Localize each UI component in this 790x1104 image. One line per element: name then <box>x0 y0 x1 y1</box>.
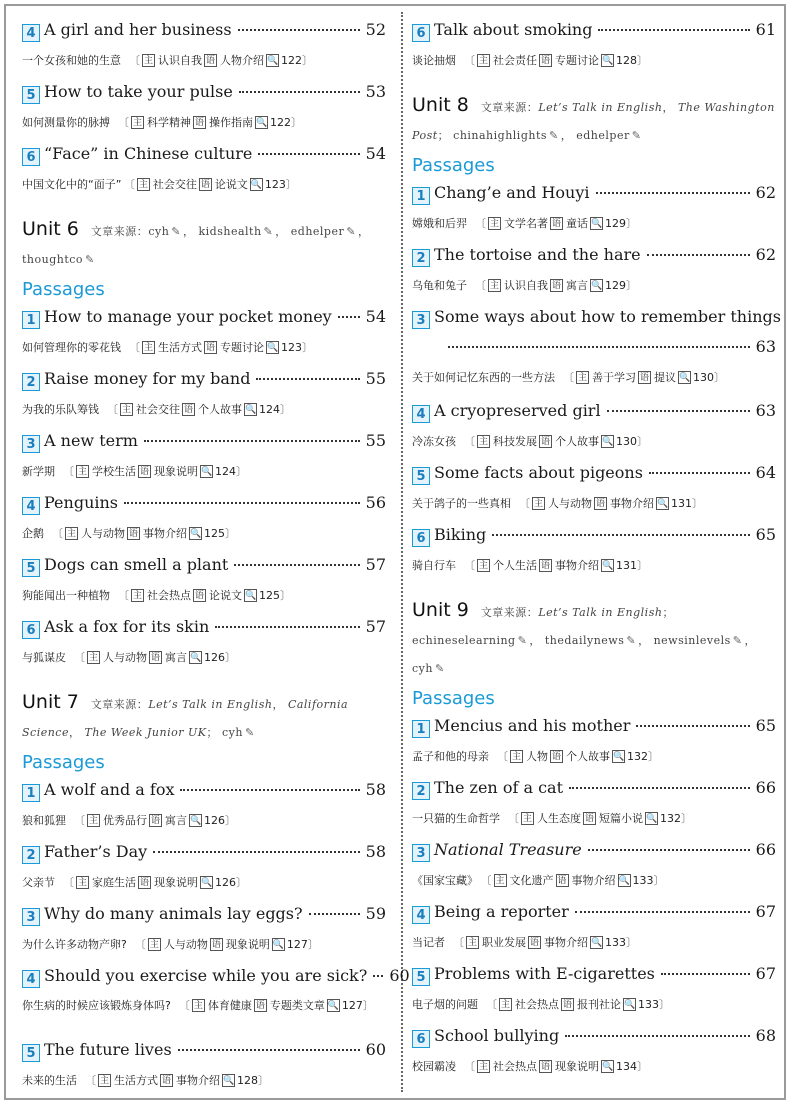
genre-tag: 语 <box>562 999 572 1010</box>
magnifier-icon: 🔍 <box>190 652 202 663</box>
entry-meta: 乌龟和兔子 〔 主 认识自我 语 寓言 🔍 129〕 <box>412 279 637 292</box>
page-number: 60 <box>365 1040 386 1059</box>
leader-dots <box>178 1049 360 1051</box>
hand-icon: ✎ <box>549 129 559 142</box>
entry-meta: 孟子和他的母亲 〔 主 人物 语 个人故事 🔍 132〕 <box>412 750 659 763</box>
unit-7-entries <box>22 780 410 1102</box>
entry-number: 4 <box>412 405 430 423</box>
entry-number: 6 <box>412 529 430 547</box>
entry-meta: 关于鸽子的一些真相 〔 主 人与动物 语 事物介绍 🔍 131〕 <box>412 497 703 510</box>
unit-8-entries <box>412 183 781 587</box>
entry-meta: 父亲节 〔 主 家庭生活 语 现象说明 🔍 126〕 <box>22 876 247 889</box>
entry-meta: 为什么许多动物产卵? 〔 主 人与动物 语 现象说明 🔍 127〕 <box>22 938 319 951</box>
entry-title: A girl and her business <box>44 20 232 39</box>
page-number: 52 <box>365 20 386 39</box>
page-number: 67 <box>755 902 776 921</box>
entry-title: A wolf and a fox <box>44 780 175 799</box>
entry-number: 5 <box>22 559 40 577</box>
unit-title: Unit 8 <box>412 94 469 116</box>
entry-title: Ask a fox for its skin <box>44 617 210 636</box>
leader-dots <box>256 378 359 380</box>
entry-title: Why do many animals lay eggs? <box>44 904 303 923</box>
toc-entry[interactable] <box>412 902 776 964</box>
topic-tag: 主 <box>489 280 499 291</box>
entry-number: 5 <box>412 968 430 986</box>
entry-title: A new term <box>44 431 138 450</box>
toc-entry[interactable] <box>22 369 386 431</box>
passages-heading: Passages <box>22 279 105 300</box>
genre-tag: 语 <box>639 372 649 383</box>
leader-dots <box>649 472 750 474</box>
magnifier-icon: 🔍 <box>223 1075 235 1086</box>
page-number: 62 <box>755 183 776 202</box>
entry-number: 1 <box>22 784 40 802</box>
toc-entry[interactable] <box>412 245 776 307</box>
unit-sources: 文章来源：Let’s Talk in English； echineselearning ✎ ， thedailynews ✎ ， newsinlevels ✎ ， cyh ✎ <box>412 606 756 675</box>
entry-number: 6 <box>22 148 40 166</box>
topic-tag: 主 <box>193 1000 203 1011</box>
entry-title: Penguins <box>44 493 118 512</box>
entry-number: 2 <box>412 249 430 267</box>
topic-tag: 主 <box>132 117 142 128</box>
magnifier-icon: 🔍 <box>646 813 658 824</box>
toc-entry[interactable] <box>412 307 781 401</box>
toc-entry[interactable] <box>22 1040 386 1102</box>
magnifier-icon: 🔍 <box>618 875 630 886</box>
entry-meta: 冷冻女孩 〔 主 科技发展 语 个人故事 🔍 130〕 <box>412 435 648 448</box>
unit-6-entries <box>22 307 386 679</box>
column-divider <box>401 12 403 1092</box>
leader-dots <box>596 192 750 194</box>
entry-number: 2 <box>22 846 40 864</box>
entry-number: 5 <box>412 467 430 485</box>
entry-number: 6 <box>412 1030 430 1048</box>
entry-meta: 狼和狐狸 〔 主 优秀品行 语 寓言 🔍 126〕 <box>22 814 236 827</box>
toc-entry[interactable] <box>412 20 776 82</box>
topic-tag: 主 <box>77 877 87 888</box>
entry-meta: 谈论抽烟 〔 主 社会责任 语 专题讨论 🔍 128〕 <box>412 54 648 67</box>
topic-tag: 主 <box>478 560 488 571</box>
entry-number: 2 <box>412 782 430 800</box>
genre-tag: 语 <box>194 117 204 128</box>
page-number: 65 <box>755 525 776 544</box>
genre-tag: 语 <box>540 55 550 66</box>
topic-tag: 主 <box>138 179 148 190</box>
entry-title: The tortoise and the hare <box>434 245 641 264</box>
topic-tag: 主 <box>489 218 499 229</box>
toc-entry[interactable] <box>22 493 386 555</box>
page-number: 63 <box>755 337 776 356</box>
toc-entry[interactable] <box>22 82 386 144</box>
page-number: 66 <box>755 840 776 859</box>
page-number: 59 <box>365 904 386 923</box>
toc-entry[interactable] <box>22 617 386 679</box>
entry-title: Should you exercise while you are sick? <box>44 966 368 985</box>
magnifier-icon: 🔍 <box>591 937 603 948</box>
entry-meta: 关于如何记忆东西的一些方法 〔 主 善于学习 语 提议 🔍 130〕 <box>412 371 725 384</box>
page-number: 63 <box>755 401 776 420</box>
leader-dots <box>238 29 360 31</box>
entry-meta: 如何管理你的零花钱 〔 主 生活方式 语 专题讨论 🔍 123〕 <box>22 341 313 354</box>
genre-tag: 语 <box>194 590 204 601</box>
entry-meta: 未来的生活 〔 主 生活方式 语 事物介绍 🔍 128〕 <box>22 1074 269 1087</box>
magnifier-icon: 🔍 <box>201 877 213 888</box>
entry-title: Talk about smoking <box>434 20 593 39</box>
page-number: 58 <box>365 842 386 861</box>
entry-meta: 如何测量你的脉搏 〔 主 科学精神 语 操作指南 🔍 122〕 <box>22 116 302 129</box>
entry-meta: 一个女孩和她的生意 〔 主 认识自我 语 人物介绍 🔍 122〕 <box>22 54 313 67</box>
page-number: 58 <box>365 780 386 799</box>
leader-dots <box>215 626 359 628</box>
topic-tag: 主 <box>77 466 87 477</box>
toc-entry[interactable] <box>22 780 386 842</box>
genre-tag: 语 <box>161 1075 171 1086</box>
page-number: 61 <box>755 20 776 39</box>
page-number: 67 <box>755 964 776 983</box>
entry-title: Some facts about pigeons <box>434 463 643 482</box>
magnifier-icon: 🔍 <box>613 751 625 762</box>
entry-title: The future lives <box>44 1040 172 1059</box>
magnifier-icon: 🔍 <box>272 939 285 950</box>
hand-icon: ✎ <box>626 634 637 647</box>
entry-number: 4 <box>22 497 40 515</box>
unit-8-header <box>412 92 776 149</box>
page-number: 56 <box>365 493 386 512</box>
entry-number: 1 <box>22 311 40 329</box>
topic-tag: 主 <box>522 813 532 824</box>
genre-tag: 语 <box>540 436 550 447</box>
page-number: 55 <box>365 431 386 450</box>
unit-title: Unit 6 <box>22 218 79 240</box>
topic-tag: 主 <box>88 815 98 826</box>
unit-sources: 文章来源：cyh ✎ ， kidshealth ✎ ， edhelper ✎ ， thoughtco ✎ <box>22 225 370 266</box>
toc-entry[interactable] <box>412 840 776 902</box>
toc-entry[interactable] <box>22 20 386 82</box>
right-column <box>412 20 781 1088</box>
toc-entry[interactable] <box>412 463 776 525</box>
genre-tag: 语 <box>584 813 594 824</box>
entry-number: 6 <box>22 621 40 639</box>
genre-tag: 语 <box>139 877 149 888</box>
magnifier-icon: 🔍 <box>679 372 691 383</box>
toc-entry[interactable] <box>22 431 386 493</box>
magnifier-icon: 🔍 <box>591 280 603 291</box>
entry-number: 1 <box>412 720 430 738</box>
topic-tag: 主 <box>495 875 505 886</box>
leader-dots <box>569 787 750 789</box>
entry-title: Chang’e and Houyi <box>434 183 590 202</box>
topic-tag: 主 <box>533 498 543 509</box>
entry-title: Dogs can smell a plant <box>44 555 229 574</box>
passages-heading: Passages <box>412 155 495 176</box>
leader-dots <box>124 502 360 504</box>
genre-tag: 语 <box>540 1061 550 1072</box>
entry-meta: 《国家宝藏》 〔 主 文化遗产 语 事物介绍 🔍 133〕 <box>412 874 665 887</box>
leader-dots <box>647 254 750 256</box>
page-number: 57 <box>365 555 386 574</box>
topic-tag: 主 <box>577 372 587 383</box>
entry-meta: 中国文化中的“面子” 〔 主 社会交往 语 论说文 🔍 123〕 <box>22 178 297 191</box>
toc-entry[interactable] <box>22 966 410 1040</box>
genre-tag: 语 <box>205 342 215 353</box>
entry-meta: 企鹅 〔 主 人与动物 语 事物介绍 🔍 125〕 <box>22 527 236 540</box>
page-number: 55 <box>365 369 386 388</box>
leader-dots <box>234 564 359 566</box>
magnifier-icon: 🔍 <box>327 1000 340 1011</box>
toc-entry[interactable] <box>412 964 776 1026</box>
genre-tag: 语 <box>551 280 561 291</box>
entry-meta: 为我的乐队筹钱 〔 主 社会交往 语 个人故事 🔍 124〕 <box>22 403 291 416</box>
page-number: 54 <box>365 307 386 326</box>
leader-dots <box>636 725 749 727</box>
toc-entry[interactable] <box>22 555 386 617</box>
magnifier-icon: 🔍 <box>190 815 202 826</box>
magnifier-icon: 🔍 <box>201 466 213 477</box>
genre-tag: 语 <box>540 560 550 571</box>
unit-9-entries <box>412 716 776 1088</box>
entry-meta: 骑自行车 〔 主 个人生活 语 事物介绍 🔍 131〕 <box>412 559 648 572</box>
leader-dots <box>492 534 749 536</box>
entry-number: 3 <box>412 311 430 329</box>
entry-number: 4 <box>22 24 40 42</box>
magnifier-icon: 🔍 <box>267 342 279 353</box>
toc-entry[interactable] <box>22 144 386 206</box>
leader-dots <box>575 911 750 913</box>
entry-title: Father’s Day <box>44 842 148 861</box>
leader-dots <box>373 975 383 977</box>
entry-number: 3 <box>22 908 40 926</box>
entry-meta: 一只猫的生命哲学 〔 主 人生态度 语 短篇小说 🔍 132〕 <box>412 812 692 825</box>
topic-tag: 主 <box>143 342 153 353</box>
toc-entry[interactable] <box>22 307 386 369</box>
leader-dots <box>180 789 359 791</box>
genre-tag: 语 <box>128 528 138 539</box>
genre-tag: 语 <box>205 55 215 66</box>
entry-number: 5 <box>22 86 40 104</box>
entry-meta: 嫦娥和后羿 〔 主 文学名著 语 童话 🔍 129〕 <box>412 217 637 230</box>
page-number: 54 <box>365 144 386 163</box>
magnifier-icon: 🔍 <box>267 55 279 66</box>
magnifier-icon: 🔍 <box>602 55 614 66</box>
genre-tag: 语 <box>211 939 221 950</box>
hand-icon: ✎ <box>244 726 255 739</box>
entry-meta: 电子烟的问题 〔 主 社会热点 语 报刊社论 🔍 133〕 <box>412 998 670 1011</box>
genre-tag: 语 <box>200 179 210 190</box>
entry-title: Biking <box>434 525 487 544</box>
entry-title: The zen of a cat <box>434 778 564 797</box>
hand-icon: ✎ <box>732 634 743 647</box>
hand-icon: ✎ <box>517 634 528 647</box>
unit-title: Unit 7 <box>22 691 79 713</box>
hand-icon: ✎ <box>434 662 445 675</box>
topic-tag: 主 <box>467 937 477 948</box>
topic-tag: 主 <box>478 436 488 447</box>
entry-number: 2 <box>22 373 40 391</box>
entry-title: National Treasure <box>434 840 582 859</box>
page-number: 60 <box>389 966 410 985</box>
leader-dots <box>153 851 359 853</box>
magnifier-icon: 🔍 <box>190 528 202 539</box>
genre-tag: 语 <box>150 652 160 663</box>
topic-tag: 主 <box>511 751 521 762</box>
magnifier-icon: 🔍 <box>256 117 268 128</box>
page-number: 62 <box>755 245 776 264</box>
entry-number: 1 <box>412 187 430 205</box>
leader-dots <box>448 346 750 348</box>
magnifier-icon: 🔍 <box>602 436 614 447</box>
entry-meta: 校园霸凌 〔 主 社会热点 语 现象说明 🔍 134〕 <box>412 1060 648 1073</box>
toc-entry[interactable] <box>412 183 776 245</box>
entry-meta: 新学期 〔 主 学校生活 语 现象说明 🔍 124〕 <box>22 465 247 478</box>
topic-tag: 主 <box>478 1061 488 1072</box>
leader-dots <box>338 316 360 318</box>
unit-title: Unit 9 <box>412 599 469 621</box>
toc-page <box>4 4 786 1100</box>
entry-title: How to take your pulse <box>44 82 233 101</box>
genre-tag: 语 <box>551 218 561 229</box>
genre-tag: 语 <box>529 937 539 948</box>
topic-tag: 主 <box>478 55 488 66</box>
entry-number: 5 <box>22 1044 40 1062</box>
hand-icon: ✎ <box>263 225 274 238</box>
magnifier-icon: 🔍 <box>602 560 614 571</box>
magnifier-icon: 🔍 <box>602 1061 614 1072</box>
magnifier-icon: 🔍 <box>657 498 669 509</box>
genre-tag: 语 <box>150 815 160 826</box>
entry-title: Problems with E-cigarettes <box>434 964 655 983</box>
unit-sources: 文章来源：Let’s Talk in English， The Washington Post； chinahighlights ✎ ， edhelper ✎ <box>412 101 775 142</box>
entry-title: School bullying <box>434 1026 560 1045</box>
topic-tag: 主 <box>149 939 159 950</box>
genre-tag: 语 <box>551 751 561 762</box>
entry-title: Raise money for my band <box>44 369 251 388</box>
passages-heading: Passages <box>22 752 105 773</box>
genre-tag: 语 <box>255 1000 265 1011</box>
entry-title: Mencius and his mother <box>434 716 631 735</box>
entry-title: “Face” in Chinese culture <box>44 144 253 163</box>
topic-tag: 主 <box>132 590 142 601</box>
entry-title: A cryopreserved girl <box>434 401 601 420</box>
hand-icon: ✎ <box>631 129 642 142</box>
entry-number: 3 <box>412 844 430 862</box>
entry-number: 4 <box>412 906 430 924</box>
entry-meta: 你生病的时候应该锻炼身体吗? 〔 主 体育健康 语 专题类文章 🔍 127〕 <box>22 999 374 1012</box>
magnifier-icon: 🔍 <box>250 179 263 190</box>
magnifier-icon: 🔍 <box>591 218 603 229</box>
entry-number: 3 <box>22 435 40 453</box>
entry-meta: 狗能闻出一种植物 〔 主 社会热点 语 论说文 🔍 125〕 <box>22 589 291 602</box>
toc-entry[interactable] <box>412 716 776 778</box>
page-number: 57 <box>365 617 386 636</box>
topic-tag: 主 <box>66 528 76 539</box>
left-column <box>22 20 410 1102</box>
toc-entry[interactable] <box>412 401 776 463</box>
magnifier-icon: 🔍 <box>245 404 257 415</box>
toc-entry[interactable] <box>22 842 386 904</box>
page-number: 68 <box>755 1026 776 1045</box>
entry-meta: 与狐谋皮 〔 主 人与动物 语 寓言 🔍 126〕 <box>22 651 236 664</box>
topic-tag: 主 <box>500 999 510 1010</box>
unit-6-header <box>22 216 386 273</box>
entry-number: 4 <box>22 970 40 988</box>
topic-tag: 主 <box>99 1075 109 1086</box>
topic-tag: 主 <box>121 404 131 415</box>
unit-sources: 文章来源：Let’s Talk in English， California Science， The Week Junior UK； cyh ✎ <box>22 698 349 739</box>
leader-dots <box>565 1035 749 1037</box>
genre-tag: 语 <box>183 404 193 415</box>
unit-9-header <box>412 597 776 682</box>
genre-tag: 语 <box>139 466 149 477</box>
page-number: 64 <box>755 463 776 482</box>
toc-entry[interactable] <box>412 1026 776 1088</box>
leader-dots <box>588 849 750 851</box>
genre-tag: 语 <box>557 875 567 886</box>
entry-meta: 当记者 〔 主 职业发展 语 事物介绍 🔍 133〕 <box>412 936 637 949</box>
leader-dots <box>607 410 750 412</box>
toc-entry[interactable] <box>412 525 776 587</box>
toc-entry[interactable] <box>412 778 776 840</box>
hand-icon: ✎ <box>346 225 356 238</box>
entry-number: 6 <box>412 24 430 42</box>
page-number: 65 <box>755 716 776 735</box>
topic-tag: 主 <box>143 55 153 66</box>
magnifier-icon: 🔍 <box>624 999 636 1010</box>
topic-tag: 主 <box>88 652 98 663</box>
leader-dots <box>661 973 750 975</box>
page-number: 66 <box>755 778 776 797</box>
genre-tag: 语 <box>595 498 605 509</box>
toc-entry[interactable] <box>22 904 386 966</box>
passages-heading: Passages <box>412 688 495 709</box>
magnifier-icon: 🔍 <box>245 590 257 601</box>
page-number: 53 <box>365 82 386 101</box>
hand-icon: ✎ <box>171 225 181 238</box>
entry-title: Being a reporter <box>434 902 569 921</box>
hand-icon: ✎ <box>85 253 95 266</box>
entry-title: How to manage your pocket money <box>44 307 332 326</box>
unit-7-header <box>22 689 386 746</box>
leader-dots <box>309 913 360 915</box>
leader-dots <box>144 440 360 442</box>
entry-title: Some ways about how to remember things <box>434 307 781 326</box>
